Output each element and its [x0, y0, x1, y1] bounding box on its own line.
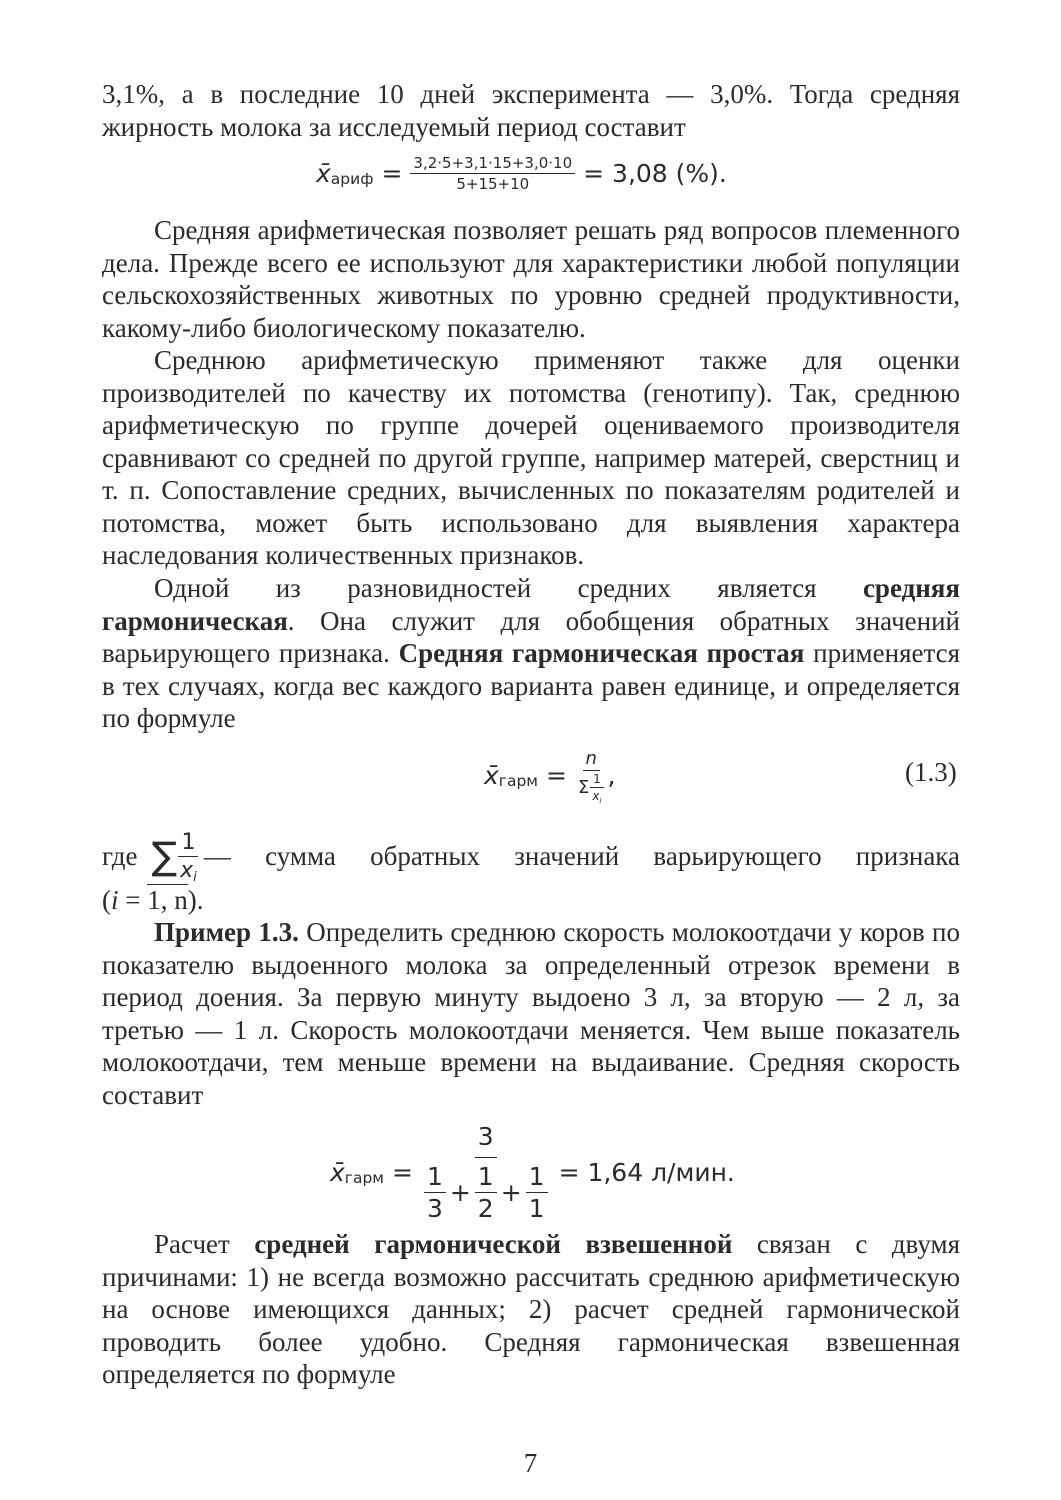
formula-harmonic-simple [484, 748, 615, 803]
formula-inner-denominator [589, 788, 604, 803]
inline-denominator [177, 857, 200, 886]
index-range [102, 884, 204, 916]
term-fraction [526, 1162, 548, 1223]
paragraph-arithmetic-use: Средняя арифметическая позволяет решать ряд вопросов племенного дела. Прежде всего ее используют для характеристики любой популяции сельскохозяйственных животных по уровню средней продуктивности, какому-либо биологическому показателю. [102, 215, 960, 343]
paragraph-harmonic-intro [102, 572, 960, 735]
formula-subscript: гарм [344, 1168, 384, 1187]
inline-x: x [180, 857, 194, 883]
formula-inner-numerator: 1 [590, 772, 604, 788]
paragraph-where [102, 826, 960, 886]
plus-sign: + [500, 1178, 522, 1207]
text-where: где [102, 840, 138, 871]
equation-number: (1.3) [905, 757, 957, 787]
term-fraction [424, 1162, 446, 1223]
example-text: Определить среднюю скорость молокоотдачи у коров по показателю выдоенного молока за определенный отрезок времени в период доения. За первую минуту выдоено 3 л, за вторую — 2 л, за третью — 1 л. Скорость молокоотдачи меняется. Чем выше показатель молокоотдачи, тем меньше времени на выдаивание. Средняя скорость составит [102, 917, 961, 1110]
term-numerator: 1 [424, 1162, 446, 1193]
inline-index: i [193, 869, 197, 886]
formula-index: i [599, 795, 602, 805]
formula-harmonic-example [330, 1122, 735, 1223]
term-simple-harmonic-mean: Средняя гармоническая простая [398, 638, 805, 668]
sum-symbol: Σ [577, 777, 590, 798]
term-numerator: 1 [526, 1162, 548, 1193]
formula-variable: x̄ [316, 159, 331, 188]
formula-subscript: гарм [498, 771, 538, 790]
term-fraction [475, 1162, 497, 1223]
term-weighted-harmonic: средней гармонической взвешенной [254, 1229, 733, 1259]
formula-equals: = [391, 1158, 413, 1187]
text-run: связан с двумя причинами: 1) не всегда возможно рассчитать среднюю арифметическую на основе имеющихся данных; 2) расчет средней гармонической проводить более удобно. Средняя гармоническая взвешенная определяется по формуле [102, 1229, 961, 1389]
term-numerator: 1 [475, 1162, 497, 1193]
page-number: 7 [523, 1448, 538, 1478]
term-denominator: 2 [477, 1194, 494, 1223]
term-harmonic-mean: средняя гармоническая [102, 573, 960, 636]
range-paren: ( [102, 885, 111, 915]
inline-numerator: 1 [178, 830, 198, 857]
inline-sum-expression [151, 829, 199, 886]
formula-variable: x̄ [484, 761, 499, 790]
paragraph-intro: 3,1%, а в последние 10 дней эксперимента — 3,0%. Тогда средняя жирность молока за исследуемый период составит [102, 79, 960, 142]
text-run: Расчет [154, 1229, 255, 1259]
range-index: i [111, 885, 119, 915]
formula-comma: , [607, 761, 616, 790]
sum-symbol: ∑ [151, 834, 178, 878]
text-run: применяется в тех случаях, когда вес каждого варианта равен единице, и определяется по формуле [102, 638, 960, 733]
formula-denominator: 5+15+10 [456, 175, 530, 193]
text-run: Одной из разновидностей средних является [154, 573, 863, 603]
example-label: Пример 1.3. [154, 917, 299, 947]
text-where-rest: — сумма обратных значений варьирующего признака [203, 840, 960, 871]
text-run: . Она служит для обобщения обратных значений варьирующего признака. [102, 605, 960, 668]
term-denominator: 1 [528, 1194, 545, 1223]
formula-result: = 1,64 л/мин. [558, 1158, 735, 1187]
formula-fraction [421, 1122, 551, 1223]
formula-numerator: 3 [475, 1122, 497, 1158]
formula-denominator [575, 771, 608, 803]
formula-equals: = [381, 159, 403, 188]
range-equals: = [118, 885, 148, 915]
plus-sign: + [449, 1178, 471, 1207]
range-paren: ). [187, 885, 204, 915]
formula-arithmetic-mean [316, 154, 727, 193]
formula-variable: x̄ [330, 1158, 345, 1187]
paragraph-example [102, 916, 960, 1111]
term-denominator: 3 [426, 1194, 443, 1223]
formula-equals: = [545, 761, 567, 790]
inline-fraction [177, 829, 200, 886]
formula-numerator: 3,2·5+3,1·15+3,0·10 [410, 154, 575, 174]
paragraph-arithmetic-offspring: Среднюю арифметическую применяют также для оценки производителей по качеству их потомства (генотипу). Так, среднюю арифметическую по группе дочерей оцениваемого производителя сравнивают со средней по другой группе, например матерей, сверстниц и т. п. Сопоставление средних, вычисленных по показателям родителей и потомства, может быть использовано для выявления характера наследования количественных признаков. [102, 345, 960, 570]
formula-result: = 3,08 (%). [583, 159, 727, 188]
formula-inner-fraction [589, 772, 604, 803]
range-value: 1, n [147, 885, 188, 915]
formula-denominator [421, 1158, 551, 1223]
formula-x: x [592, 789, 600, 803]
formula-fraction [575, 748, 608, 803]
formula-numerator: n [583, 748, 600, 771]
formula-subscript: ариф [330, 169, 374, 188]
formula-fraction [410, 154, 575, 193]
paragraph-weighted-harmonic [102, 1228, 960, 1391]
